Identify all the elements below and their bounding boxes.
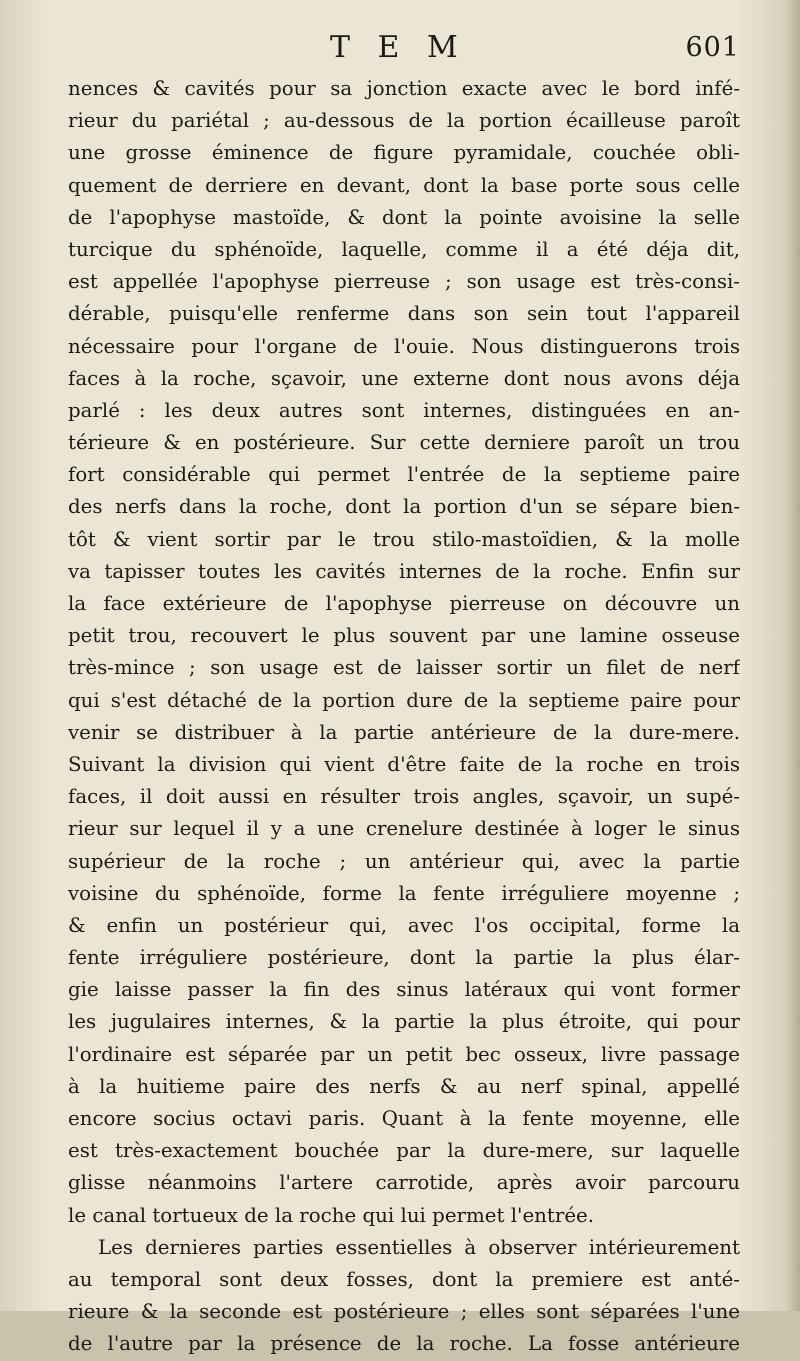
text-line: nécessaire pour l'organe de l'ouie. Nous distinguerons trois	[68, 334, 740, 358]
text-line: tôt & vient sortir par le trou stilo-mastoïdien, & la molle	[68, 527, 740, 551]
text-line: faces à la roche, sçavoir, une externe dont nous avons déja	[68, 366, 740, 390]
text-line: venir se distribuer à la partie antérieure de la dure-mere.	[68, 720, 740, 744]
text-line: glisse néanmoins l'artere carrotide, après avoir parcouru	[68, 1171, 740, 1195]
text-line: fente irréguliere postérieure, dont la partie la plus élar-	[68, 946, 740, 970]
page-edge-shadow	[786, 0, 800, 1311]
running-head: T E M	[330, 30, 467, 65]
text-line: voisine du sphénoïde, forme la fente irréguliere moyenne ;	[68, 881, 740, 905]
text-line: de l'apophyse mastoïde, & dont la pointe avoisine la selle	[68, 205, 740, 229]
body-text	[68, 73, 740, 1361]
text-line: de l'autre par la présence de la roche. La fosse antérieure	[68, 1332, 740, 1356]
text-line: fort considérable qui permet l'entrée de la septieme paire	[68, 463, 740, 487]
text-line: l'ordinaire est séparée par un petit bec osseux, livre passage	[68, 1042, 740, 1066]
text-line: une grosse éminence de figure pyramidale, couchée obli-	[68, 141, 740, 165]
text-line: rieure & la seconde est postérieure ; elles sont séparées l'une	[68, 1300, 740, 1324]
text-line: va tapisser toutes les cavités internes de la roche. Enfin sur	[68, 559, 740, 583]
text-line: turcique du sphénoïde, laquelle, comme il a été déja dit,	[68, 237, 740, 261]
text-line: la face extérieure de l'apophyse pierreuse on découvre un	[68, 592, 740, 615]
text-line: térieure & en postérieure. Sur cette derniere paroît un trou	[68, 431, 740, 455]
page-header	[70, 30, 740, 70]
text-line: très-mince ; son usage est de laisser sortir un filet de nerf	[68, 656, 740, 680]
text-line: dérable, puisqu'elle renferme dans son sein tout l'appareil	[68, 302, 740, 326]
text-line: & enfin un postérieur qui, avec l'os occipital, forme la	[68, 913, 740, 937]
text-line: au temporal sont deux fosses, dont la premiere est anté-	[68, 1267, 740, 1291]
text-line: petit trou, recouvert le plus souvent par une lamine osseuse	[68, 624, 740, 648]
text-line: rieur du pariétal ; au-dessous de la portion écailleuse paroît	[68, 109, 740, 133]
text-line: des nerfs dans la roche, dont la portion d'un se sépare bien-	[68, 495, 740, 519]
text-line: quement de derriere en devant, dont la base porte sous celle	[68, 173, 740, 197]
text-line: encore socius octavi paris. Quant à la fente moyenne, elle	[68, 1107, 740, 1130]
text-line: qui s'est détaché de la portion dure de la septieme paire pour	[68, 688, 740, 712]
page-number: 601	[685, 32, 740, 63]
text-line: les jugulaires internes, & la partie la plus étroite, qui pour	[68, 1010, 740, 1034]
text-line: parlé : les deux autres sont internes, distinguées en an-	[68, 398, 740, 422]
text-line: rieur sur lequel il y a une crenelure destinée à loger le sinus	[68, 817, 740, 841]
text-line: est très-exactement bouchée par la dure-mere, sur laquelle	[68, 1139, 740, 1163]
text-line: Les dernieres parties essentielles à observer intérieurement	[98, 1235, 740, 1259]
text-line: faces, il doit aussi en résulter trois angles, sçavoir, un supé-	[68, 785, 740, 809]
text-line: gie laisse passer la fin des sinus latéraux qui vont former	[68, 978, 740, 1002]
text-line: le canal tortueux de la roche qui lui permet l'entrée.	[68, 1203, 595, 1227]
text-line: est appellée l'apophyse pierreuse ; son usage est très-consi-	[68, 270, 740, 294]
text-line: nences & cavités pour sa jonction exacte avec le bord infé-	[68, 77, 740, 100]
text-line: à la huitieme paire des nerfs & au nerf spinal, appellé	[68, 1074, 740, 1098]
text-line: supérieur de la roche ; un antérieur qui, avec la partie	[68, 849, 740, 873]
text-line: Suivant la division qui vient d'être faite de la roche en trois	[68, 752, 740, 776]
